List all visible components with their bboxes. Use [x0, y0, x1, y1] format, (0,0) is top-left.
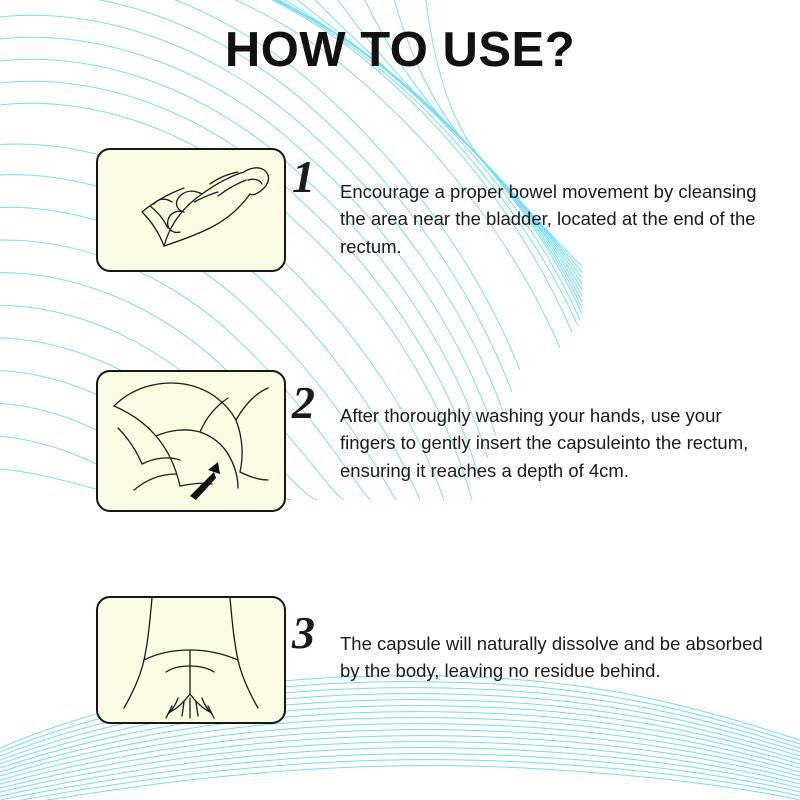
step-1-illustration — [96, 148, 286, 272]
step-3-number: 3 — [292, 607, 315, 658]
step-item — [0, 140, 800, 320]
step-3-illustration — [96, 596, 286, 724]
step-2-text: After thoroughly washing your hands, use your fingers to gently insert the capsuleinto the rectum, ensuring it reaches a depth of 4cm. — [340, 405, 749, 481]
step-1-number: 1 — [292, 151, 315, 202]
step-2-number: 2 — [292, 377, 315, 428]
step-item — [0, 362, 800, 542]
step-item — [0, 588, 800, 768]
step-1-text: Encourage a proper bowel movement by cleansing the area near the bladder, located at the end of the rectum. — [340, 181, 757, 257]
page-title: HOW TO USE? — [224, 23, 576, 77]
step-3-text: The capsule will naturally dissolve and be absorbed by the body, leaving no residue behind. — [340, 633, 763, 682]
step-2-illustration — [96, 370, 286, 512]
